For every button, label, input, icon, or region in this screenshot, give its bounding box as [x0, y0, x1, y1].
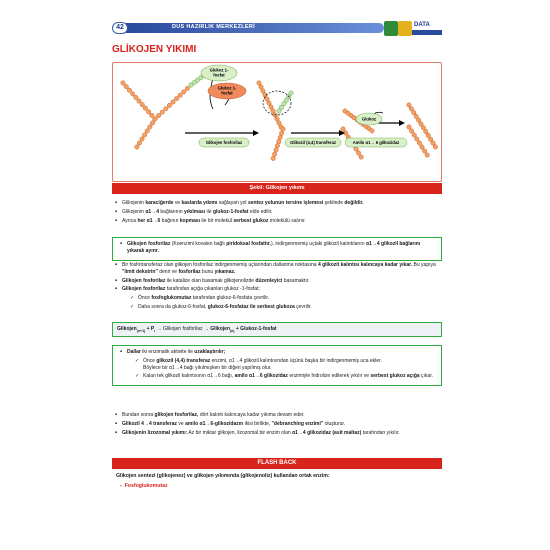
logo-underline — [412, 30, 442, 35]
transferaz-label: Glikozil (4,4) transferaz — [290, 140, 336, 146]
bullet-item — [112, 286, 442, 293]
glucose-bead — [277, 139, 281, 143]
glucose-bead — [265, 97, 269, 101]
bold-text: "debranching enzimi" — [271, 420, 324, 427]
text: Daha sonra da glukoz-6-fosfat, — [138, 303, 208, 310]
bold-text: "limit dekstrin" — [122, 268, 158, 275]
glucose-bead — [341, 127, 345, 131]
bold-text: serbest glukoz — [233, 217, 269, 224]
bullet-item — [117, 349, 437, 356]
glucose-bead — [278, 135, 282, 139]
glucose-bead — [370, 129, 374, 133]
text: Glikojen — [210, 326, 230, 332]
glucose-bead — [275, 117, 279, 121]
glucose-bead — [156, 113, 160, 117]
section-title: GLİKOJEN YIKIMI — [112, 44, 197, 55]
answer-dash: - — [120, 483, 122, 490]
glucose-bead — [274, 148, 278, 152]
bold-text: her α1→6 — [137, 217, 161, 224]
bold-text: α1→4 glikozil bağlarını yıkarak ayırır. — [127, 241, 421, 254]
flash-back-question: Glikojen sentezi (glikojenez) ve glikojen yıkımında (glikojenoliz) kullanılan ortak enzim: — [116, 473, 330, 479]
glucose-bead — [425, 153, 429, 157]
logo-green-block — [384, 21, 398, 36]
bold-text: α1→4 — [145, 208, 159, 215]
right-margin-strip — [444, 40, 448, 550]
bullet-item — [112, 278, 442, 285]
bold-text: Glikojen fosforilaz — [127, 241, 171, 247]
text: ve — [177, 420, 186, 427]
glucose-bead — [289, 91, 293, 95]
bold-text: glukoz-6-fosfataz ile serbest glukoza — [207, 303, 295, 310]
glucose-bead — [150, 121, 154, 125]
text: bunu — [200, 268, 215, 275]
flash-back-answer-row — [112, 483, 442, 490]
check-item — [135, 373, 437, 380]
text: → Glikojen fosforilaz → — [155, 326, 211, 332]
glucose-bead — [259, 85, 263, 89]
bold-text: kopması — [179, 217, 201, 224]
text: Önce — [143, 357, 157, 364]
text: molekülü salınır. — [268, 217, 306, 224]
check-list-1 — [112, 295, 442, 311]
text: Glikojenin — [122, 208, 146, 215]
glucose-bead — [137, 99, 141, 103]
logo-text: DATA — [414, 22, 430, 28]
text: Glikojenin — [122, 200, 146, 206]
glucose-bead — [267, 101, 271, 105]
glucose-bead — [185, 86, 189, 90]
bubble-1-line-2: fosfat — [213, 72, 225, 78]
glucose-bead — [272, 152, 276, 156]
text: ve — [173, 200, 182, 206]
text: elde edilir. — [248, 208, 273, 215]
amilo-label: Amilo α1→ 6 glikozidaz — [352, 140, 400, 146]
text: + Glukoz-1-fosfat — [234, 326, 277, 332]
bold-text: α1→4 glikozidaz (asit maltaz) — [292, 429, 362, 436]
bold-text: yıkamaz. — [214, 268, 236, 275]
bullet-item — [112, 262, 442, 276]
glucose-bead — [257, 81, 261, 85]
bubble-1-line-1: Glukoz 1- — [209, 67, 229, 73]
glucose-bead — [148, 125, 152, 129]
glucose-bead — [174, 96, 178, 100]
bold-text: amilo α1→6 glikozidaz — [234, 373, 288, 380]
text: çevrilir. — [294, 303, 312, 310]
glucose-bead — [359, 155, 363, 159]
text: çıkar. — [419, 373, 433, 380]
bullet-item — [112, 209, 442, 216]
glycogen-diagram — [113, 63, 443, 183]
text: ile bir molekül — [200, 217, 234, 224]
text: Bundan sonra — [122, 412, 155, 418]
glucose-bead — [121, 81, 125, 85]
bold-text: glikojen fosforilaz, — [154, 412, 199, 418]
header-title: DUS HAZIRLIK MERKEZLERİ — [172, 24, 255, 30]
text: sağlayan yol — [217, 200, 248, 206]
glucose-bead — [277, 121, 281, 125]
text: Bir fosfotransferaz olan glikojen fosforilaz indirgenmemiş uçlarından dallanma noktasına — [122, 262, 318, 268]
text: iki enzimatik aktivite ile — [140, 349, 195, 355]
text: ile katalize olan basamak glikojenolizde — [165, 277, 256, 284]
bold-text: serbest glukoz açığa — [370, 373, 420, 380]
glucose-bead — [127, 88, 131, 92]
bold-text: Glikozil 4→4 transferaz — [122, 420, 178, 427]
glucose-bead — [433, 145, 437, 149]
text: Bu yapıya — [412, 262, 436, 268]
text: Ayrıca — [122, 217, 138, 224]
publisher-logo — [384, 21, 442, 36]
flash-back-answer: Fosfoglukomutaz — [124, 483, 168, 490]
bold-text: Glikojenin lizozomal yıkımı: — [122, 429, 188, 436]
bold-text: glikozil (4,4) transferaz — [156, 357, 211, 364]
bullet-list-1 — [112, 200, 442, 226]
check-item — [130, 295, 442, 302]
text: tarafından glukoz-6-fosfata çevrilir. — [191, 295, 270, 301]
bold-text: karaciğerde — [145, 200, 174, 206]
text: oluşturur. — [323, 420, 346, 427]
bold-text: düzenleyici — [255, 277, 283, 284]
glucose-bead — [412, 133, 416, 137]
bullet-item — [117, 241, 437, 255]
bold-text: değildir. — [344, 200, 364, 206]
logo-yellow-block — [398, 21, 412, 36]
flash-back-content — [112, 473, 442, 490]
text: basamaktır. — [282, 277, 310, 284]
bold-text: Dallar — [127, 349, 141, 355]
glucose-bead — [356, 151, 360, 155]
bubble-2-line-1: Glukoz 1- — [217, 85, 237, 91]
subscript: i — [154, 329, 156, 333]
text: Glikojen — [117, 326, 137, 332]
bullet-item — [112, 218, 442, 225]
header-bar — [126, 23, 384, 33]
arrow-1-head — [253, 130, 259, 136]
bullet-item — [112, 412, 442, 419]
bold-text: uzaklaştırılır; — [194, 349, 226, 355]
glucose-bead — [420, 145, 424, 149]
glucose-bead — [422, 149, 426, 153]
page-number: 42 — [112, 22, 128, 34]
glucose-bead — [271, 109, 275, 113]
check-item — [130, 304, 442, 311]
bold-text: Glikojen fosforilaz — [122, 277, 166, 284]
text: + P — [145, 326, 155, 332]
figure-labels — [199, 65, 407, 147]
bold-text: 4 glikozit kalıntısı kalıncaya kadar yıkar. — [317, 262, 413, 268]
bullet-list-2 — [112, 262, 442, 313]
glucose-bead — [150, 113, 154, 117]
glucose-bead — [261, 89, 265, 93]
glucose-bead — [409, 129, 413, 133]
bold-text: fosforilaz — [178, 268, 201, 275]
subscript: (n) — [230, 329, 235, 333]
glucose-bead — [160, 110, 164, 114]
glucose-bead — [134, 95, 138, 99]
glucose-bead — [182, 90, 186, 94]
figure-caption: Şekil: Glikojen yıkımı — [112, 183, 442, 194]
check-item — [135, 358, 437, 372]
glucose-bead — [415, 137, 419, 141]
text: Kalan tek glikozil kalıntısının α1→6 bağı, — [143, 373, 235, 380]
bold-text: yıkılması — [184, 208, 206, 215]
glucose-bead — [354, 147, 358, 151]
glucose-bead — [275, 144, 279, 148]
text: denir ve — [157, 268, 179, 275]
text: tarafından açığa çıkanlan glukoz -1-fosfat; — [165, 286, 260, 293]
bullet-list-3 — [112, 412, 442, 438]
text: bağının — [160, 217, 180, 224]
glucose-bead — [271, 156, 275, 160]
text: ikisi birlikte, — [243, 420, 272, 427]
glucose-bead — [140, 102, 144, 106]
fosforilaz-highlight-box — [112, 237, 442, 261]
bullet-item — [112, 200, 442, 207]
bold-text: amilo α1→6-glikozidazın — [185, 420, 244, 427]
glucose-bead — [417, 141, 421, 145]
text: şeklinde — [323, 200, 345, 206]
bold-text: fosfoglukomutaz — [151, 295, 192, 301]
text: enzimi, α1→4 glikozil kalıntısından üçünü başka bir indirgenmemiş uca ekler. — [210, 357, 382, 364]
bold-text: kaslarda yıkımı — [181, 200, 218, 206]
bold-text: sentez yolunun tersine işlemesi — [247, 200, 324, 206]
glucose-bead — [145, 129, 149, 133]
text: Önce — [138, 295, 152, 301]
text: Az bir miktar glikojen, lizozomal bir enzim olan — [187, 429, 293, 436]
bullet-item — [112, 430, 442, 437]
check-list-2 — [117, 358, 437, 380]
glycogen-figure — [112, 62, 442, 182]
glucose-bead — [124, 84, 128, 88]
glucose-bead — [142, 133, 146, 137]
subscript: (n+1) — [136, 329, 146, 333]
glucose-bead — [407, 125, 411, 129]
equation-box — [112, 322, 442, 337]
text: Böylece bir α1→4 bağı yıkılmışken bir diğeri yapılmış olur. — [143, 364, 272, 371]
arrow-3-head — [399, 120, 405, 126]
page-header — [112, 22, 442, 34]
text: dört kalıntı kalıncaya kadar yıkıma devam eder. — [198, 412, 305, 418]
glucose-bead — [140, 137, 144, 141]
text: (Koenzimi kovalen bağlı — [170, 241, 227, 247]
glucose-bead — [167, 103, 171, 107]
text: ), indirgenmemiş uçtaki glikozil kalıntılarını — [270, 241, 366, 247]
text: enzimiyle hidrolize edilerek yıkılır ve — [287, 373, 371, 380]
glucose-bead — [143, 106, 147, 110]
flash-back-header: FLASH BACK — [112, 458, 442, 469]
glucose-bead — [130, 92, 134, 96]
bubble-2-line-2: fosfat — [221, 90, 233, 96]
text: tarafından yıkılır. — [361, 429, 400, 436]
glucose-bead — [146, 110, 150, 114]
glucose-bead — [269, 105, 273, 109]
fosforilaz-label: Glikojen fosforilaz — [205, 140, 243, 146]
glucose-bead — [135, 145, 139, 149]
bold-text: Glikojen fosforilaz — [122, 286, 166, 293]
bold-text: glukoz-1-fosfat — [212, 208, 249, 215]
glukoz-label: Glukoz — [362, 116, 376, 122]
glucose-bead — [279, 131, 283, 135]
text: ile — [205, 208, 213, 215]
debranching-highlight-box — [112, 345, 442, 386]
text: bağlarının — [159, 208, 185, 215]
glucose-bead — [153, 117, 157, 121]
glucose-bead — [171, 100, 175, 104]
bold-text: piridoksal fosfattır. — [226, 241, 271, 247]
glucose-bead — [164, 107, 168, 111]
glucose-bead — [178, 93, 182, 97]
bullet-item — [112, 421, 442, 428]
glucose-bead — [281, 127, 285, 131]
glucose-bead — [137, 141, 141, 145]
